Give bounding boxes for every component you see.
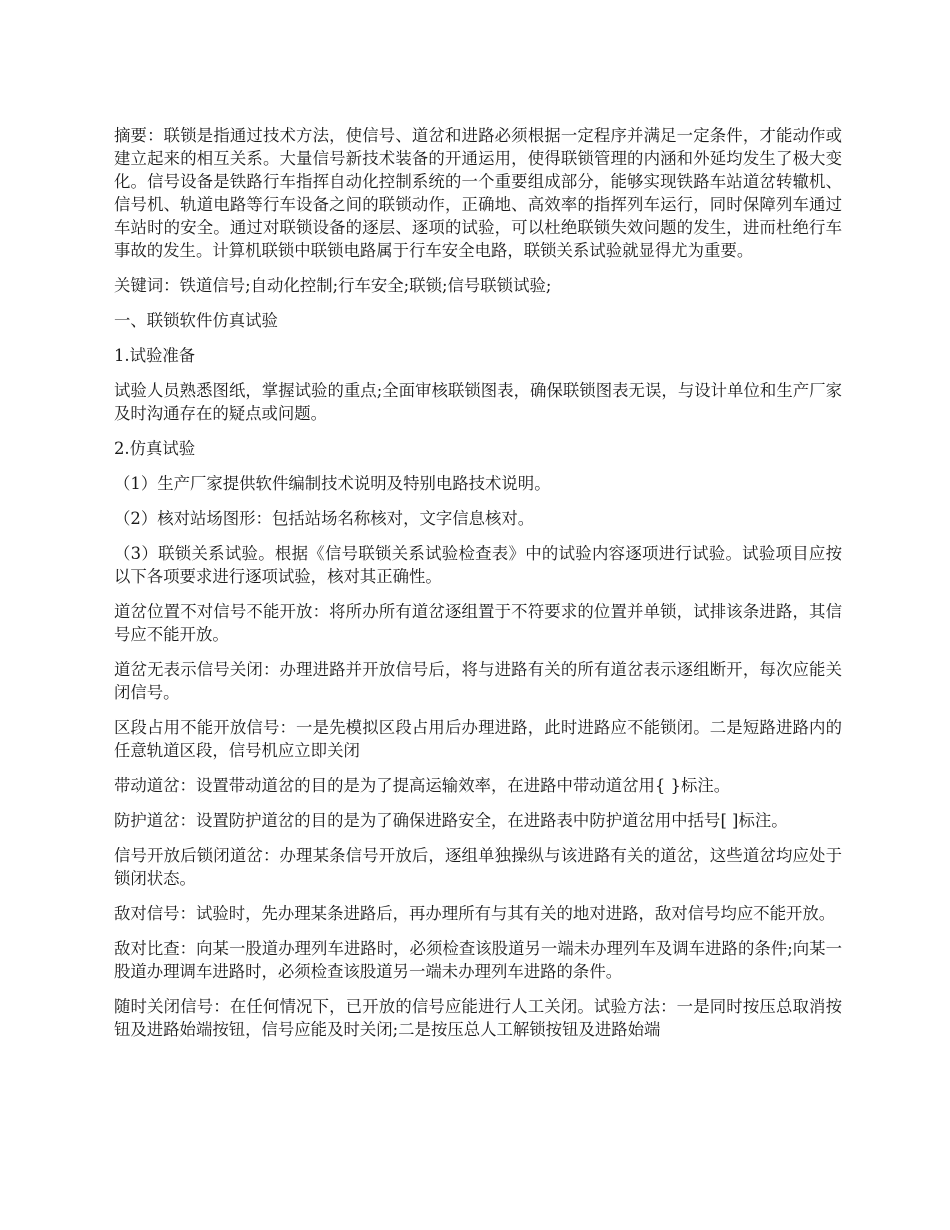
body-paragraph: 防护道岔：设置防护道岔的目的是为了确保进路安全，在进路表中防护道岔用中括号[ ]标注。 [114,811,788,830]
abstract-paragraph: 摘要：联锁是指通过技术方法，使信号、道岔和进路必须根据一定程序并满足一定条件，才能动作或建立起来的相互关系。大量信号新技术装备的开通运用，使得联锁管理的内涵和外延均发生了极大变化。信号设备是铁路行车指挥自动化控制系统的一个重要组成部分，能够实现铁路车站道岔转辙机、信号机、轨道电路等行车设备之间的联锁动作，正确地、高效率的指挥列车运行，同时保障列车通过车站时的安全。通过对联锁设备的逐层、逐项的试验，可以杜绝联锁失效问题的发生，进而杜绝行车事故的发生。计算机联锁中联锁电路属于行车安全电路，联锁关系试验就显得尤为重要。 [114,126,842,260]
body-paragraph: 敌对信号：试验时，先办理某条进路后，再办理所有与其有关的地对进路，敌对信号均应不能开放。 [114,904,836,923]
keywords-paragraph: 关键词：铁道信号;自动化控制;行车安全;联锁;信号联锁试验; [114,276,552,295]
list-item: （2）核对站场图形：包括站场名称核对，文字信息核对。 [114,509,535,528]
subsection-heading: 1.试验准备 [114,346,196,365]
body-paragraph: 道岔无表示信号关闭：办理进路并开放信号后，将与进路有关的所有道岔表示逐组断开，每次应能关闭信号。 [114,660,842,702]
body-paragraph: 道岔位置不对信号不能开放：将所办所有道岔逐组置于不符要求的位置并单锁，试排该条进路，其信号应不能开放。 [114,602,842,644]
body-paragraph: 试验人员熟悉图纸，掌握试验的重点;全面审核联锁图表，确保联锁图表无误，与设计单位和生产厂家及时沟通存在的疑点或问题。 [114,381,842,423]
body-paragraph: 信号开放后锁闭道岔：办理某条信号开放后，逐组单独操纵与该进路有关的道岔，这些道岔均应处于锁闭状态。 [114,846,842,888]
list-item: （3）联锁关系试验。根据《信号联锁关系试验检查表》中的试验内容逐项进行试验。试验项目应按以下各项要求进行逐项试验，核对其正确性。 [114,544,842,586]
body-paragraph: 敌对比查：向某一股道办理列车进路时，必须检查该股道另一端未办理列车及调车进路的条件;向某一股道办理调车进路时，必须检查该股道另一端未办理列车进路的条件。 [114,939,842,981]
body-paragraph: 区段占用不能开放信号：一是先模拟区段占用后办理进路，此时进路应不能锁闭。二是短路进路内的任意轨道区段，信号机应立即关闭 [114,718,842,760]
section-heading: 一、联锁软件仿真试验 [114,311,278,330]
document-body [114,124,842,1053]
subsection-heading: 2.仿真试验 [114,439,196,458]
body-paragraph: 随时关闭信号：在任何情况下，已开放的信号应能进行人工关闭。试验方法：一是同时按压总取消按钮及进路始端按钮，信号应能及时关闭;二是按压总人工解锁按钮及进路始端 [114,997,842,1039]
list-item: （1）生产厂家提供软件编制技术说明及特别电路技术说明。 [114,474,551,493]
body-paragraph: 带动道岔：设置带动道岔的目的是为了提高运输效率，在进路中带动道岔用{ }标注。 [114,776,731,795]
